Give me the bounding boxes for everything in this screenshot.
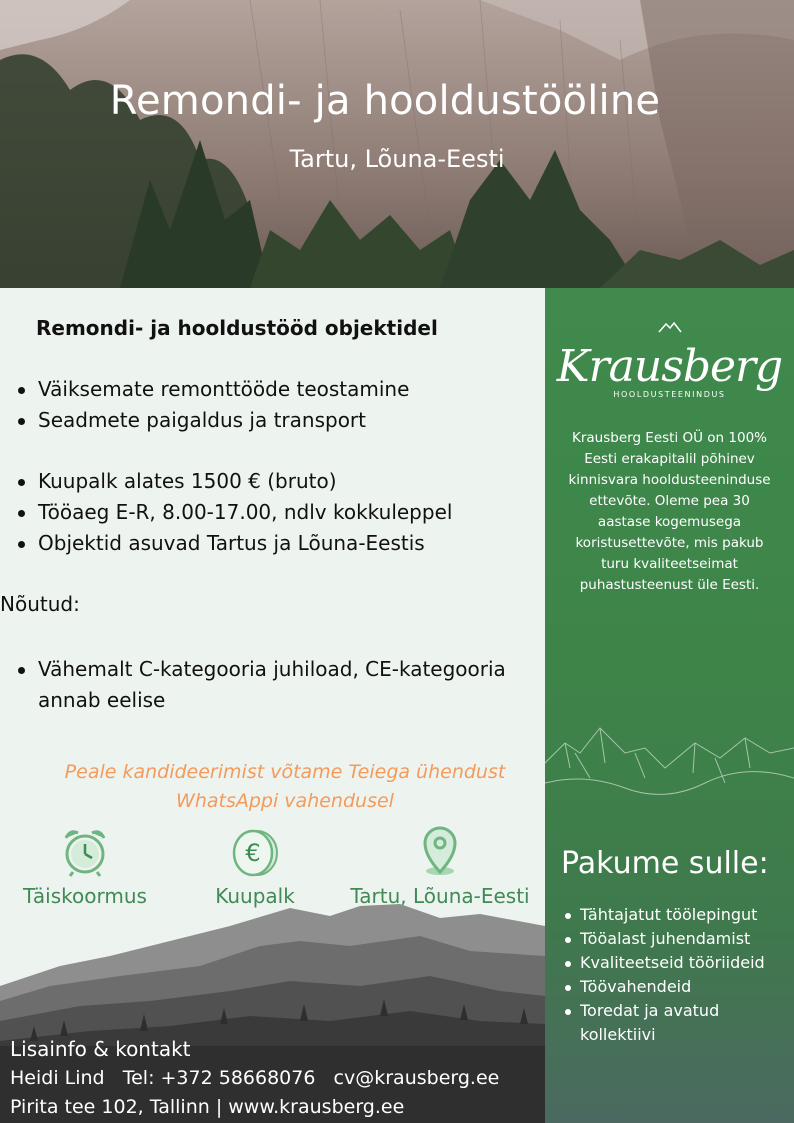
list-item: Kuupalk alates 1500 € (bruto) (38, 466, 452, 497)
list-item: Töövahendeid (580, 975, 790, 999)
whatsapp-note (30, 758, 540, 816)
offer-list (580, 903, 790, 1047)
contact-details: Heidi Lind Tel: +372 58668076 cv@krausberg.ee (10, 1067, 500, 1089)
hero-banner (0, 0, 794, 288)
list-item: Kvaliteetseid tööriideid (580, 951, 790, 975)
list-item: Seadmete paigaldus ja transport (38, 405, 409, 436)
mountain-forest-photo (0, 0, 794, 288)
list-item: Tööalast juhendamist (580, 927, 790, 951)
job-title: Remondi- ja hooldustööline (109, 78, 661, 124)
list-item: Objektid asuvad Tartus ja Lõuna-Eestis (38, 528, 452, 559)
feature-label: Kuupalk (215, 884, 295, 908)
logo-wordmark: Krausberg (556, 341, 783, 392)
whatsapp-note-line: WhatsAppi vahendusel (176, 790, 394, 812)
logo-subtitle: HOOLDUSTEENINDUS (613, 390, 726, 399)
feature-label: Täiskoormus (23, 884, 147, 908)
contact-block (10, 1035, 499, 1122)
requirements-list (38, 654, 538, 716)
company-sidebar (545, 288, 794, 1123)
list-item: Tööaeg E-R, 8.00-17.00, ndlv kokkuleppel (38, 497, 452, 528)
contact-address: Pirita tee 102, Tallinn | www.krausberg.ee (10, 1096, 405, 1118)
terms-list (38, 466, 452, 559)
list-item: Vähemalt C-kategooria juhiload, CE-kategooria annab eelise (38, 654, 538, 716)
whatsapp-note-line: Peale kandideerimist võtame Teiega ühendust (64, 761, 506, 783)
list-item: Väiksemate remonttööde teostamine (38, 374, 409, 405)
svg-text:€: € (245, 839, 261, 867)
offer-title: Pakume sulle: (561, 846, 769, 881)
euro-coin-icon (230, 826, 280, 878)
feature-label: Tartu, Lõuna-Eesti (350, 884, 530, 908)
mountain-logo-icon (658, 321, 682, 333)
job-location: Tartu, Lõuna-Eesti (289, 145, 505, 173)
company-logo (545, 318, 794, 399)
list-item: Toredat ja avatud kollektiivi (580, 999, 790, 1047)
section-heading: Remondi- ja hooldustööd objektidel (36, 316, 438, 340)
location-pin-icon (415, 826, 465, 878)
contact-title: Lisainfo & kontakt (10, 1037, 191, 1061)
alarm-clock-icon (60, 826, 110, 878)
company-about: Krausberg Eesti OÜ on 100% Eesti erakapitalil põhinev kinnisvara hooldusteeninduse ettevõte. Oleme pea 30 aastase kogemusega koristusettevõte, mis pakub turu kvaliteetseimat puhastusteenust üle Eesti. (568, 430, 771, 593)
requirements-label: Nõutud: (0, 592, 80, 616)
list-item: Tähtajatut töölepingut (580, 903, 790, 927)
mountain-line-art (545, 723, 794, 813)
duties-list (38, 374, 409, 436)
